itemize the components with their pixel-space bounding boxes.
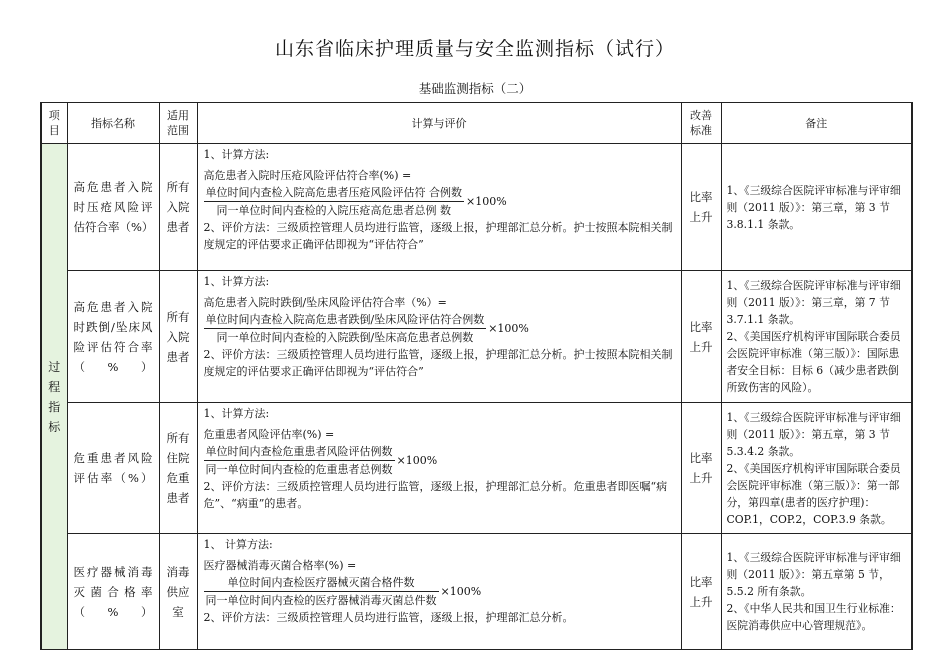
notes-cell xyxy=(721,534,912,650)
note-item: 1、《三级综合医院评审标准与评审细则（2011 版）》：第五章第 5 节，5.5.2 所有条款。 xyxy=(726,551,901,598)
evaluation-text: 2、评价方法：三级质控管理人员均进行监管，逐级上报，护理部汇总分析。危重患者即医嘱“病危”、“病重”的患者。 xyxy=(203,480,668,510)
evaluation-text: 2、评价方法：三级质控管理人员均进行监管，逐级上报，护理部汇总分析。 xyxy=(203,611,574,624)
formula-multiplier: ×100% xyxy=(466,195,507,208)
improvement-standard: 比率上升 xyxy=(681,534,721,650)
formula-numerator: 单位时间内查检危重患者风险评估例数 xyxy=(204,443,395,461)
formula-denominator: 同一单位时间内查检的入院压疮高危患者总例 数 xyxy=(216,204,451,217)
indicator-calc xyxy=(197,403,681,534)
formula-multiplier: ×100% xyxy=(396,454,438,467)
table-row xyxy=(41,144,912,271)
note-item: 1、《三级综合医院评审标准与评审细则（2011 版）》：第三章，第 3 节 3.8.1.1 条款。 xyxy=(726,183,901,231)
header-improve: 改善标准 xyxy=(681,103,721,144)
header-row xyxy=(41,103,912,144)
document-subtitle: 基础监测指标（二） xyxy=(418,81,532,96)
evaluation-text: 2、评价方法：三级质控管理人员均进行监管，逐级上报，护理部汇总分析。护士按照本院相关制度规定的评估要求正确评估即视为“评估符合” xyxy=(203,348,673,378)
indicator-name: 高危患者入院时跌倒/坠床风险评估符合率（%） xyxy=(67,271,159,403)
indicator-scope: 所有入院患者 xyxy=(159,271,197,403)
formula-denominator: 同一单位时间内查检的入院跌倒/坠床高危患者总例数 xyxy=(216,331,474,344)
indicator-name: 危重患者风险评估率（%） xyxy=(67,403,159,534)
notes-cell xyxy=(721,144,912,271)
indicator-name: 高危患者入院时压疮风险评估符合率（%） xyxy=(67,144,159,271)
table-row xyxy=(41,534,912,650)
evaluation-text: 2、评价方法：三级质控管理人员均进行监管，逐级上报，护理部汇总分析。护士按照本院相关制度规定的评估要求正确评估即视为“评估符合” xyxy=(203,221,673,251)
indicator-name: 医疗器械消毒灭菌合格率（%） xyxy=(67,534,159,650)
improvement-standard: 比率上升 xyxy=(681,403,721,534)
formula-multiplier: ×100% xyxy=(488,322,529,335)
improvement-standard: 比率上升 xyxy=(681,271,721,403)
formula-multiplier: ×100% xyxy=(440,585,482,598)
formula xyxy=(204,311,675,346)
formula-label: 高危患者入院时压疮风险评估符合率(%) = xyxy=(203,169,412,182)
note-item: 2、《美国医疗机构评审国际联合委员会医院评审标准（第三版）》：第一部分，第四章(患者的医疗护理)：COP.1，COP.2，COP.3.9 条款。 xyxy=(726,461,901,526)
indicator-scope: 所有住院危重患者 xyxy=(159,403,197,534)
calc-method-label: 1、计算方法: xyxy=(203,275,270,288)
formula xyxy=(204,184,675,219)
formula-denominator: 同一单位时间内查检的危重患者总例数 xyxy=(205,463,393,476)
notes-cell xyxy=(721,403,912,534)
table-row xyxy=(41,403,912,534)
header-scope: 适用范围 xyxy=(159,103,197,144)
calc-method-label: 1、 计算方法: xyxy=(203,538,273,551)
table-row xyxy=(41,271,912,403)
document-title: 山东省临床护理质量与安全监测指标（试行） xyxy=(274,38,675,60)
group-label-cell: 过程指标 xyxy=(41,144,67,650)
note-item: 2、《美国医疗机构评审国际联合委员会医院评审标准（第三版）》：国际患者安全目标：目标 6（减少患者跌倒所致伤害的风险）。 xyxy=(726,330,901,394)
header-name: 指标名称 xyxy=(67,103,159,144)
indicator-calc xyxy=(197,534,681,650)
indicator-calc xyxy=(197,271,681,403)
calc-method-label: 1、计算方法: xyxy=(203,407,270,420)
improvement-standard: 比率上升 xyxy=(681,144,721,271)
header-calc: 计算与评价 xyxy=(197,103,681,144)
formula-denominator: 同一单位时间内查检的医疗器械消毒灭菌总件数 xyxy=(205,594,437,607)
formula-numerator: 单位时间内查检入院高危患者跌倒/坠床风险评估符合例数 xyxy=(204,311,487,329)
formula-numerator: 单位时间内查检医疗器械灭菌合格件数 xyxy=(204,574,439,592)
formula-label: 高危患者入院时跌倒/坠床风险评估符合率（%）= xyxy=(203,296,447,309)
formula xyxy=(204,574,675,609)
indicator-calc xyxy=(197,144,681,271)
indicator-scope: 所有入院患者 xyxy=(159,144,197,271)
formula-label: 医疗器械消毒灭菌合格率(%) = xyxy=(203,559,357,572)
formula xyxy=(204,443,675,478)
note-item: 1、《三级综合医院评审标准与评审细则（2011 版）》：第三章，第 7 节 3.7.1.1 条款。 xyxy=(726,279,901,326)
notes-cell xyxy=(721,271,912,403)
indicator-scope: 消毒供应室 xyxy=(159,534,197,650)
formula-label: 危重患者风险评估率(%) = xyxy=(203,428,335,441)
header-project: 项目 xyxy=(41,103,67,144)
header-notes: 备注 xyxy=(721,103,912,144)
note-item: 1、《三级综合医院评审标准与评审细则（2011 版）》：第五章，第 3 节 5.3.4.2 条款。 xyxy=(726,410,901,458)
indicator-table xyxy=(40,102,913,650)
calc-method-label: 1、计算方法: xyxy=(203,148,270,161)
formula-numerator: 单位时间内查检入院高危患者压疮风险评估符 合例数 xyxy=(204,184,465,202)
note-item: 2、《中华人民共和国卫生行业标准：医院消毒供应中心管理规范》。 xyxy=(726,602,901,632)
